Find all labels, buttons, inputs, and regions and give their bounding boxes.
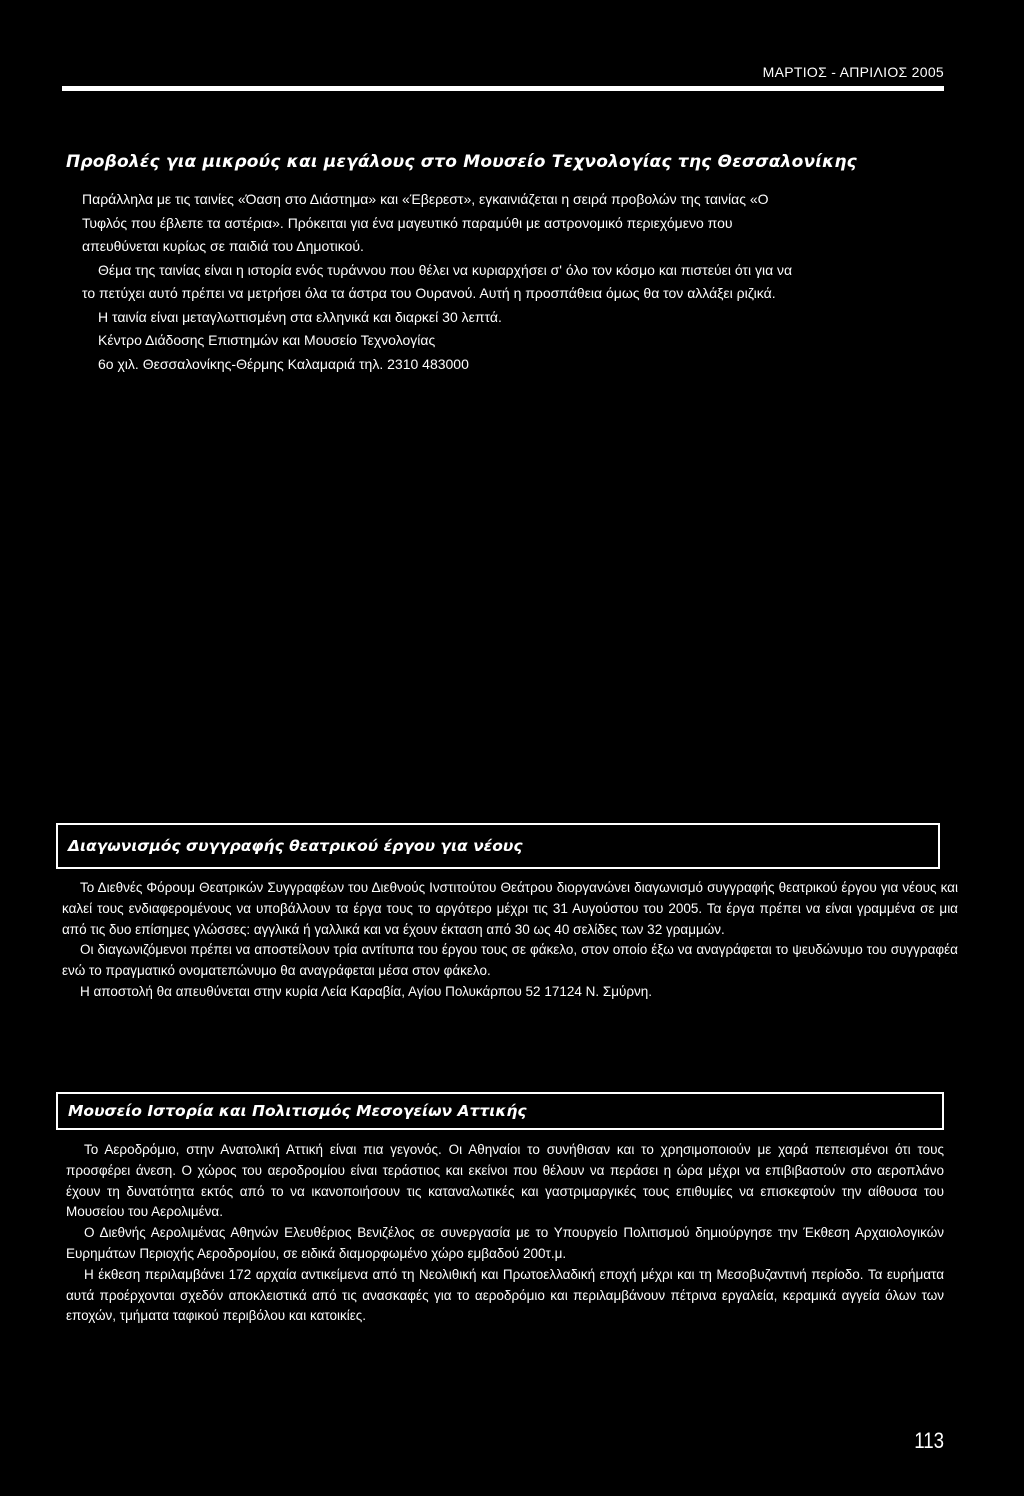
paragraph-artifacts: Η έκθεση περιλαμβάνει 172 αρχαία αντικείμενα από τη Νεολιθική και Πρωτοελλαδική εποχή μέχρι και τη Μεσοβυζαντινή περίοδο. Τα ευρήματα αυτά προέρχονται σχεδόν αποκλειστικά από τις ανασκαφές για το αεροδρόμιο και περιλαμβάνουν πέτρινα εργαλεία, κεραμικά αγγεία όλων των εποχών, τμήματα ταφικού περιβόλου και κατοικίες.: [66, 1266, 944, 1324]
paragraph-theme: Θέμα της ταινίας είναι η ιστορία ενός τυράννου που θέλει να κυριαρχήσει σ' όλο τον κόσμο και πιστεύει ότι για να το πετύχει αυτό πρέπει να μετρήσει όλα τα άστρα του Ουρανού. Αυτή η προσπάθεια όμως θα τον αλλάξει ριζικά.: [82, 261, 793, 301]
section-title: Προβολές για μικρούς και μεγάλους στο Μουσείο Τεχνολογίας της Θεσσαλονίκης: [66, 152, 857, 172]
paragraph-contest-address: Η αποστολή θα απευθύνεται στην κυρία Λεία Καραβία, Αγίου Πολυκάρπου 52 17124 Ν. Σμύρνη.: [80, 983, 653, 999]
venue-address: 6ο χιλ. Θεσσαλονίκης-Θέρμης Καλαμαριά τηλ. 2310 483000: [98, 355, 469, 372]
section-title: Διαγωνισμός συγγραφής θεατρικού έργου για νέους: [68, 837, 523, 855]
section-title: Μουσείο Ιστορία και Πολιτισμός Μεσογείων Αττικής: [68, 1102, 527, 1120]
paragraph-exhibition: Ο Διεθνής Αερολιμένας Αθηνών Ελευθέριος Βενιζέλος σε συνεργασία με το Υπουργείο Πολιτισμού δημιούργησε την Έκθεση Αρχαιολογικών Ευρημάτων Περιοχής Αεροδρομίου, σε ειδικά διαμορφωμένο χώρο εμβαδού 200τ.μ.: [66, 1225, 944, 1261]
section-mesogeia-museum: [66, 1140, 944, 1327]
section-playwriting-contest: [62, 878, 958, 1003]
paragraph-contest-intro: Το Διεθνές Φόρουμ Θεατρικών Συγγραφέων του Διεθνούς Ινστιτούτου Θεάτρου διοργανώνει διαγωνισμό συγγραφής θεατρικού έργου για νέους και καλεί τους ενδιαφερομένους να υποβάλλουν τα έργα τους το αργότερο μέχρι τις 31 Αυγούστου του 2005. Τα έργα πρέπει να είναι γραμμένα σε μια από τις δυο επίσημες γλώσσες: αγγλικά ή γαλλικά και να έχουν έκταση από 30 ως 40 σελίδες των 32 γραμμών.: [62, 880, 958, 937]
section-title-box-museum: [56, 1092, 944, 1130]
paragraph-language: Η ταινία είναι μεταγλωττισμένη στα ελληνικά και διαρκεί 30 λεπτά.: [98, 308, 502, 325]
paragraph-contest-submission: Οι διαγωνιζόμενοι πρέπει να αποστείλουν τρία αντίτυπα του έργου τους σε φάκελο, στον οποίο έξω να αναγράφεται το ψευδώνυμο του συγγραφέα ενώ το πραγματικό ονοματεπώνυμο θα αναγράφεται μέσα στον φάκελο.: [62, 942, 958, 979]
section-body: [66, 188, 802, 376]
page-number: 113: [914, 1428, 944, 1453]
venue-name: Κέντρο Διάδοσης Επιστημών και Μουσείο Τεχνολογίας: [98, 332, 436, 348]
header-rule: [62, 86, 944, 91]
paragraph-airport: Το Αεροδρόμιο, στην Ανατολική Αττική είναι πια γεγονός. Οι Αθηναίοι το συνήθισαν και το χρησιμοποιούν με χαρά πεπεισμένοι ότι τους προσφέρει άνεση. Ο χώρος του αεροδρομίου είναι τεράστιος και εκείνοι που θέλουν να περάσει η ώρα μέχρι να επιβιβαστούν στο αεροπλάνο έχουν τη δυνατότητα εκτός από το να ικανοποιήσουν τις καταναλωτικές και γαστριμαργικές τους επιθυμίες να επισκεφτούν την αίθουσα του Μουσείου του Αερολιμένα.: [66, 1142, 944, 1220]
section-title-box-contest: [56, 823, 940, 869]
paragraph-intro: Παράλληλα με τις ταινίες «Όαση στο Διάστημα» και «Έβερεστ», εγκαινιάζεται η σειρά προβολών της ταινίας «Ο Τυφλός που έβλεπε τα αστέρια». Πρόκειται για ένα μαγευτικό παραμύθι με αστρονομικό περιεχόμενο που απευθύνεται κυρίως σε παιδιά του Δημοτικού.: [82, 191, 769, 254]
section-museum-screenings: [66, 152, 946, 376]
issue-date: ΜΑΡΤΙΟΣ - ΑΠΡΙΛΙΟΣ 2005: [762, 64, 944, 80]
